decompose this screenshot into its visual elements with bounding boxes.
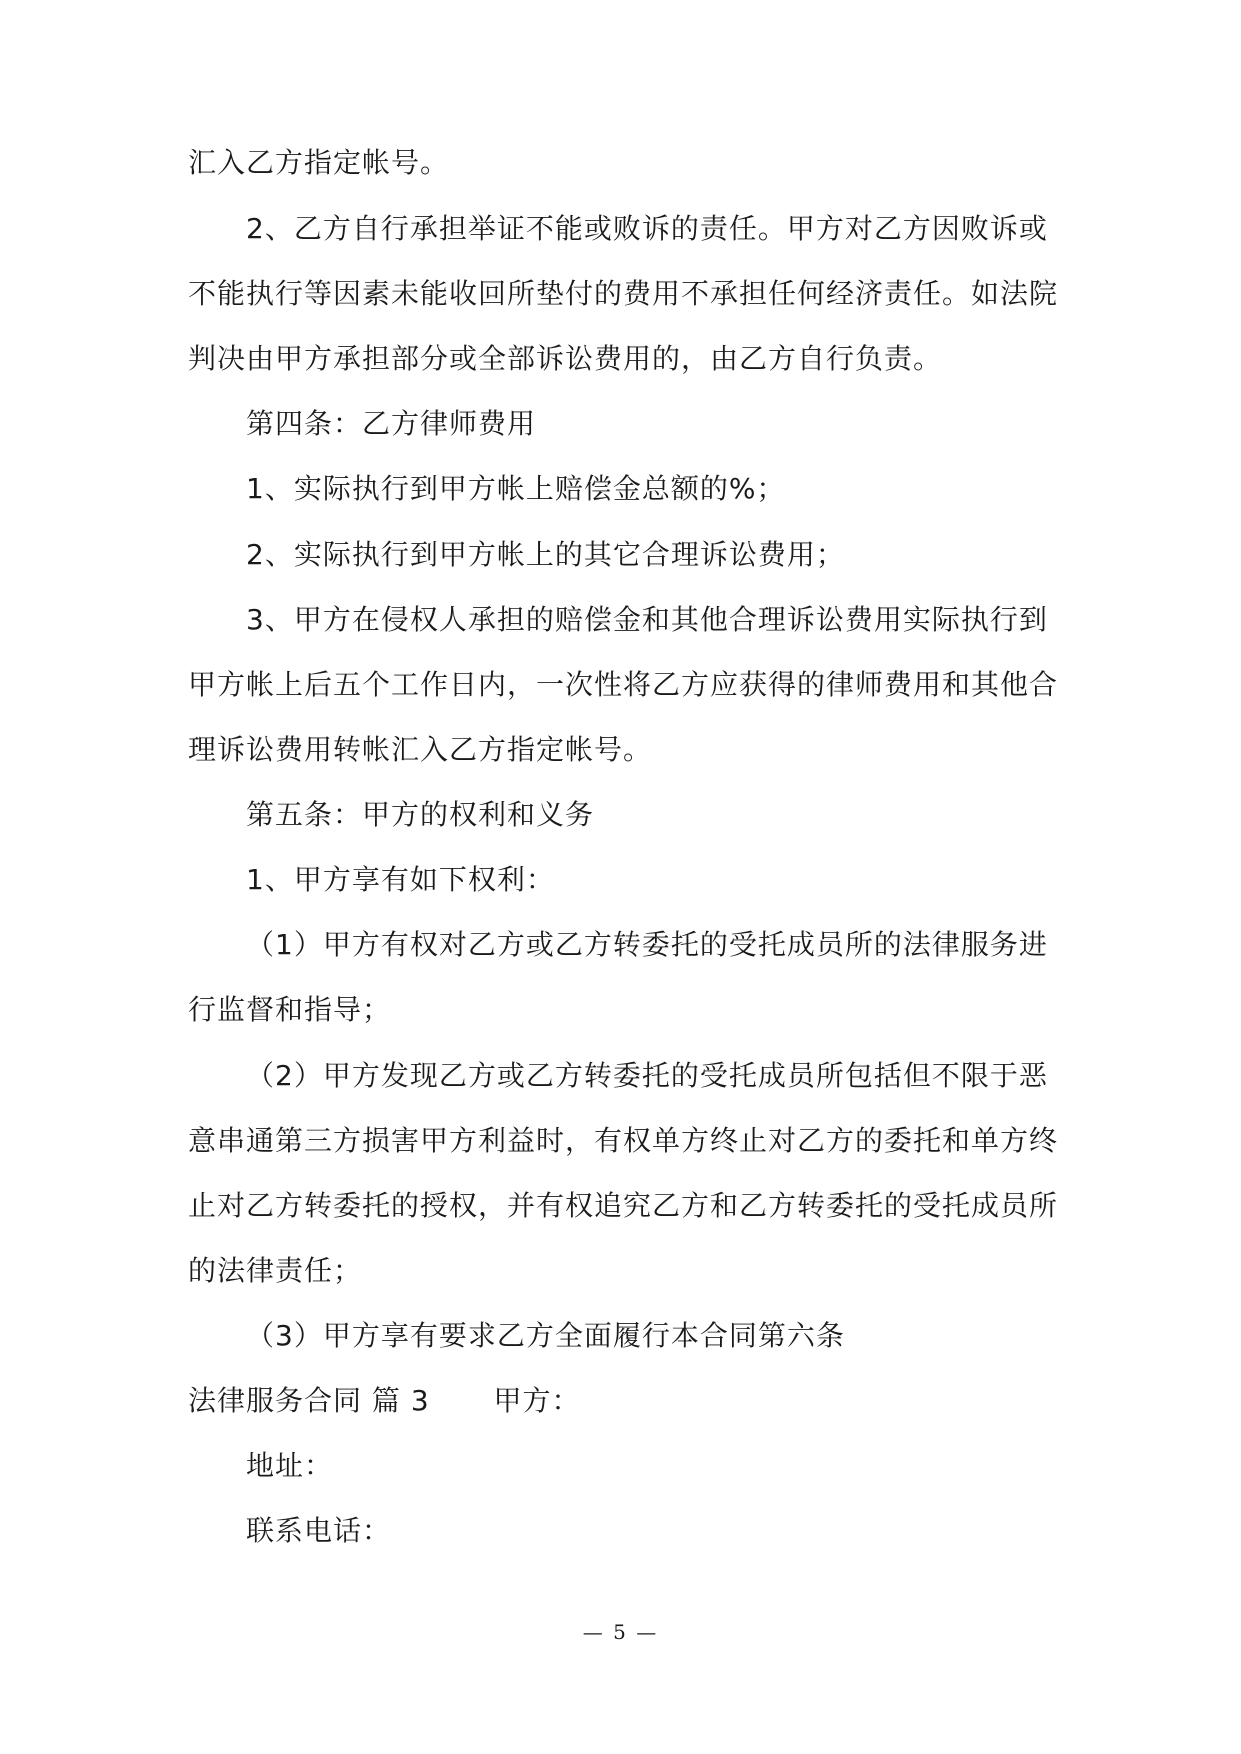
text-line: 2、实际执行到甲方帐上的其它合理诉讼费用；: [246, 538, 845, 571]
text-line: 意串通第三方损害甲方利益时，有权单方终止对乙方的委托和单方终: [188, 1124, 1059, 1157]
section-heading: 第五条：甲方的权利和义务: [246, 798, 595, 831]
contract-heading-line: [188, 1383, 1058, 1419]
text-line: 汇入乙方指定帐号。: [188, 146, 450, 179]
text-line: 1、甲方享有如下权利：: [246, 863, 555, 896]
text-line: （3）甲方享有要求乙方全面履行本合同第六条: [246, 1319, 845, 1352]
text-line: 不能执行等因素未能收回所垫付的费用不承担任何经济责任。如法院: [188, 277, 1059, 310]
section-heading: 第四条：乙方律师费用: [246, 407, 537, 440]
text-line: 3、甲方在侵权人承担的赔偿金和其他合理诉讼费用实际执行到: [246, 603, 1048, 636]
text-line: 1、实际执行到甲方帐上赔偿金总额的%；: [246, 472, 786, 505]
party-a-label: 甲方：: [493, 1384, 581, 1417]
text-line: 2、乙方自行承担举证不能或败诉的责任。甲方对乙方因败诉或: [246, 212, 1048, 245]
text-line: 理诉讼费用转帐汇入乙方指定帐号。: [188, 733, 653, 766]
contract-part: 篇 3: [371, 1384, 430, 1417]
contract-title: 法律服务合同: [188, 1384, 363, 1417]
text-line: （2）甲方发现乙方或乙方转委托的受托成员所包括但不限于恶: [246, 1059, 1048, 1092]
text-line: 的法律责任；: [188, 1254, 363, 1287]
text-line: 止对乙方转委托的授权，并有权追究乙方和乙方转委托的受托成员所: [188, 1189, 1059, 1222]
phone-field-label: 联系电话：: [246, 1514, 392, 1547]
text-line: 判决由甲方承担部分或全部诉讼费用的，由乙方自行负责。: [188, 342, 943, 375]
text-line: 行监督和指导；: [188, 993, 392, 1026]
address-field-label: 地址：: [246, 1449, 334, 1482]
text-line: （1）甲方有权对乙方或乙方转委托的受托成员所的法律服务进: [246, 928, 1048, 961]
page-number: — 5 —: [582, 1620, 659, 1644]
text-line: 甲方帐上后五个工作日内，一次性将乙方应获得的律师费用和其他合: [188, 668, 1059, 701]
